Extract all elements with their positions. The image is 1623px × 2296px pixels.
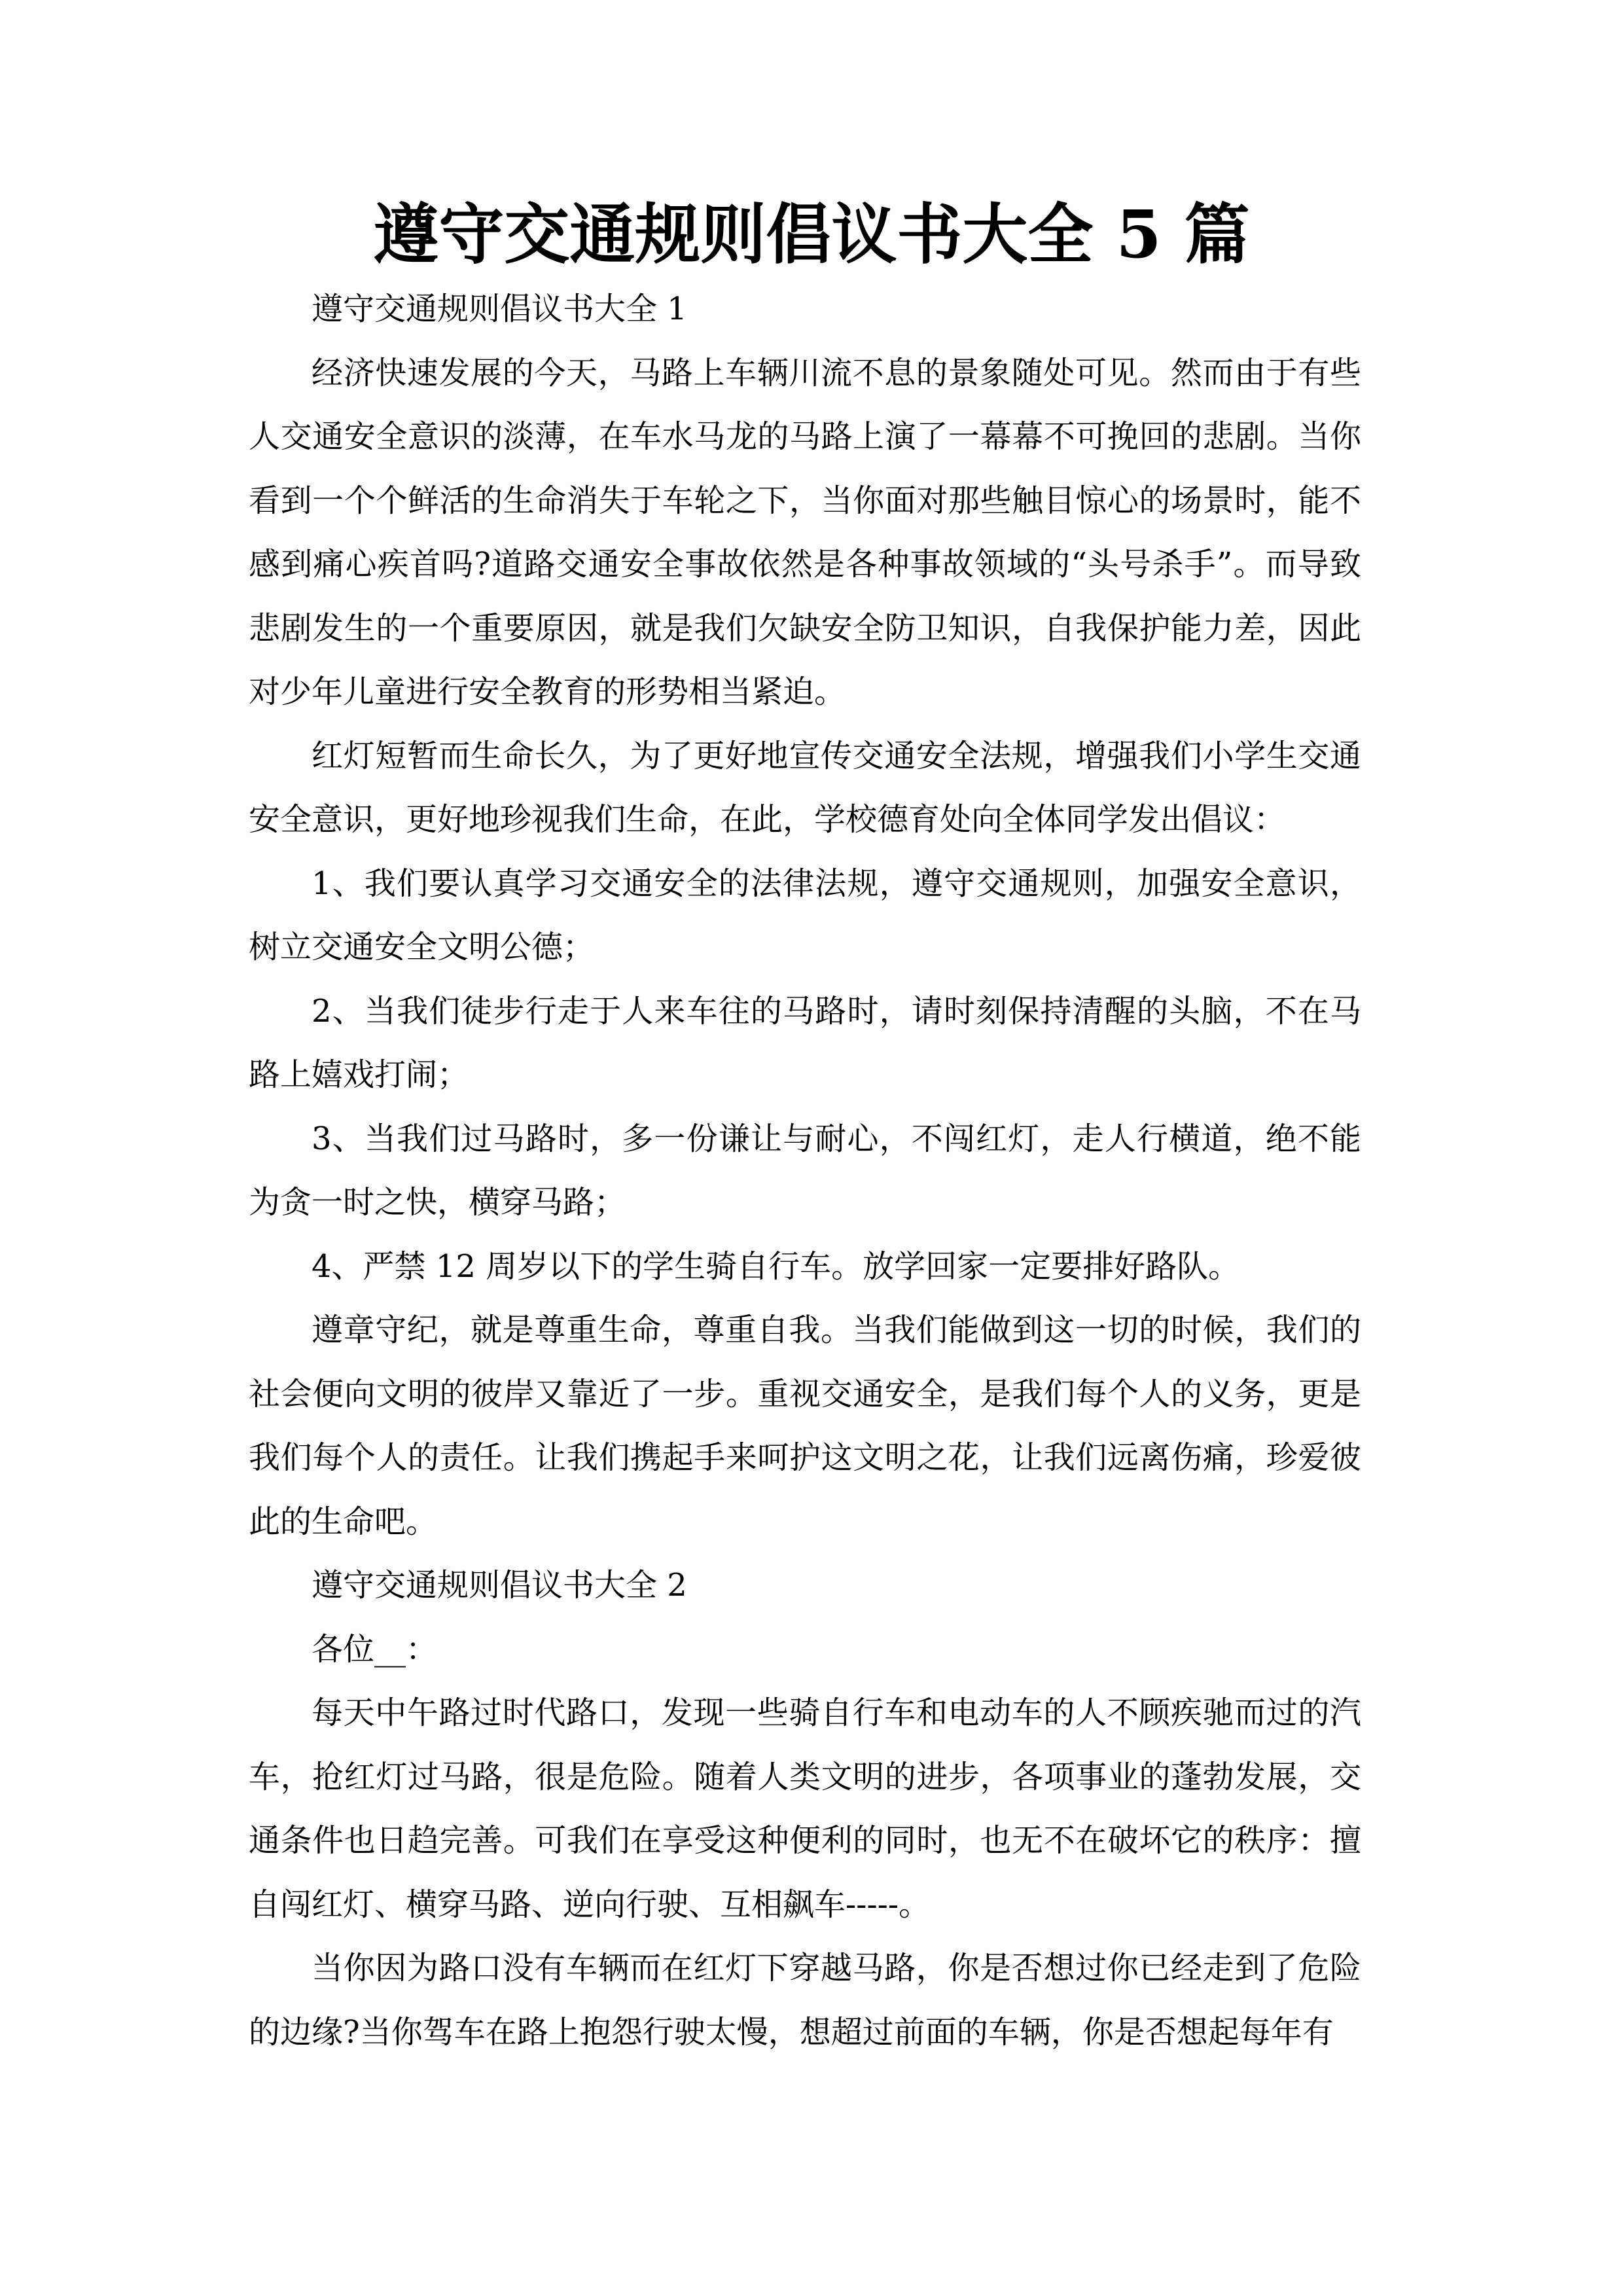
paragraph-6: 3、当我们过马路时，多一份谦让与耐心，不闯红灯，走人行横道，绝不能为贪一时之快，横穿马路； [249,1120,1361,1221]
paragraph-9: 遵守交通规则倡议书大全 2 [312,1567,687,1604]
paragraph-12: 当你因为路口没有车辆而在红灯下穿越马路，你是否想过你已经走到了危险的边缘?当你驾车在路上抱怨行驶太慢，想超过前面的车辆，你是否想起每年有 [249,1950,1361,2051]
document-title: 遵守交通规则倡议书大全 5 篇 [373,196,1250,273]
paragraph-8: 遵章守纪，就是尊重生命，尊重自我。当我们能做到这一切的时候，我们的社会便向文明的彼岸又靠近了一步。重视交通安全，是我们每个人的义务，更是我们每个人的责任。让我们携起手来呵护这文明之花，让我们远离伤痛，珍爱彼此的生命吧。 [249,1312,1361,1540]
paragraph-7: 4、严禁 12 周岁以下的学生骑自行车。放学回家一定要排好路队。 [312,1247,1240,1285]
paragraph-5: 2、当我们徒步行走于人来车往的马路时，请时刻保持清醒的头脑，不在马路上嬉戏打闹； [249,992,1361,1093]
document-body [249,278,1361,2064]
paragraph-10: 各位__： [312,1630,438,1668]
paragraph-2: 经济快速发展的今天，马路上车辆川流不息的景象随处可见。然而由于有些人交通安全意识的淡薄，在车水马龙的马路上演了一幕幕不可挽回的悲剧。当你看到一个个鲜活的生命消失于车轮之下，当你面对那些触目惊心的场景时，能不感到痛心疾首吗?道路交通安全事故依然是各种事故领域的“头号杀手”。而导致悲剧发生的一个重要原因，就是我们欠缺安全防卫知识，自我保护能力差，因此对少年儿童进行安全教育的形势相当紧迫。 [249,354,1361,710]
paragraph-3: 红灯短暂而生命长久，为了更好地宣传交通安全法规，增强我们小学生交通安全意识，更好地珍视我们生命，在此，学校德育处向全体同学发出倡议： [249,737,1361,838]
paragraph-11: 每天中午路过时代路口，发现一些骑自行车和电动车的人不顾疾驰而过的汽车，抢红灯过马路，很是危险。随着人类文明的进步，各项事业的蓬勃发展，交通条件也日趋完善。可我们在享受这种便利的同时，也无不在破坏它的秩序：擅自闯红灯、横穿马路、逆向行驶、互相飙车-----。 [249,1695,1361,1923]
paragraph-4: 1、我们要认真学习交通安全的法律法规，遵守交通规则，加强安全意识，树立交通安全文明公德； [249,865,1361,965]
paragraph-1: 遵守交通规则倡议书大全 1 [312,291,687,327]
